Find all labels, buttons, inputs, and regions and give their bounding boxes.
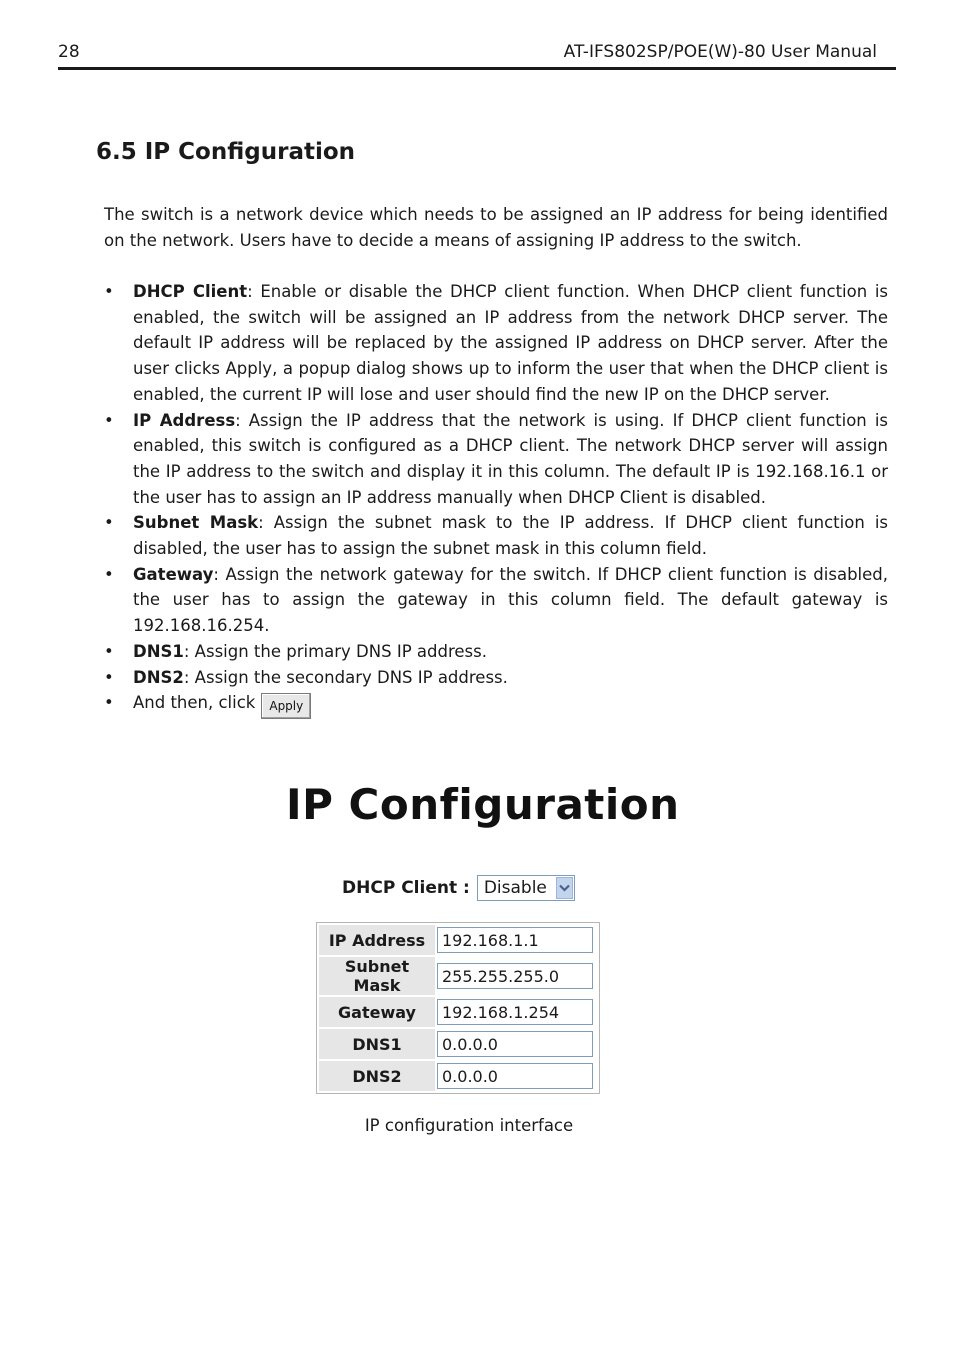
bullet-text: : Assign the IP address that the network is using. If DHCP client function is enabled, this switch is configured as a DHCP client. The network DHCP server will assign the IP address to the switch and display it in this column. The default IP is 192.168.16.1 or the user has to assign an IP address manually when DHCP Client is disabled.: [133, 410, 888, 507]
apply-button[interactable]: Apply: [261, 693, 311, 719]
gateway-label: Gateway: [319, 997, 435, 1027]
bullet-text: : Assign the primary DNS IP address.: [183, 641, 487, 661]
table-row: [319, 997, 597, 1027]
dns1-field[interactable]: 0.0.0.0: [437, 1031, 593, 1057]
subnet-mask-label: Subnet Mask: [319, 957, 435, 995]
bullet-term: DNS2: [133, 667, 184, 687]
chevron-down-icon[interactable]: [556, 877, 573, 899]
list-item: [104, 639, 888, 665]
bullet-text: : Enable or disable the DHCP client function. When DHCP client function is enabled, the switch will be assigned an IP address from the network DHCP server. The default IP address will be replaced by the assigned IP address on DHCP server. After the user clicks Apply, a popup dialog shows up to inform the user that when the DHCP client is enabled, the current IP will lose and user should find the new IP on the DHCP server.: [133, 282, 889, 404]
bullet-text: : Assign the network gateway for the switch. If DHCP client function is disabled, the user has to assign the gateway in this column field. The default gateway is 192.168.16.254.: [133, 564, 888, 636]
dhcp-client-label: DHCP Client :: [342, 878, 470, 898]
dns1-label: DNS1: [319, 1029, 435, 1059]
dns2-field[interactable]: 0.0.0.0: [437, 1063, 593, 1089]
bullet-glyph: •: [104, 410, 114, 430]
bullet-list: [104, 279, 888, 717]
section-title: 6.5 IP Configuration: [96, 139, 356, 165]
bullet-text: : Assign the secondary DNS IP address.: [183, 667, 508, 687]
manual-title: AT-IFS802SP/POE(W)-80 User Manual: [563, 42, 877, 62]
bullet-glyph: •: [104, 564, 114, 584]
ip-address-field[interactable]: 192.168.1.1: [437, 927, 593, 953]
gateway-field[interactable]: 192.168.1.254: [437, 999, 593, 1025]
intro-paragraph: The switch is a network device which needs to be assigned an IP address for being identified on the network. Users have to decide a means of assigning IP address to the switch.: [104, 205, 888, 250]
bullet-term: DHCP Client: [133, 282, 248, 301]
list-item: [104, 510, 888, 561]
dns2-label: DNS2: [319, 1061, 435, 1091]
table-row: [319, 1029, 597, 1059]
list-item: [104, 408, 888, 511]
bullet-term: Gateway: [133, 564, 214, 584]
bullet-text: : Assign the subnet mask to the IP address. If DHCP client function is disabled, the user has to assign the subnet mask in this column field.: [133, 513, 889, 559]
bullet-glyph: •: [104, 693, 114, 713]
list-item: [104, 279, 888, 408]
subnet-mask-field[interactable]: 255.255.255.0: [437, 963, 593, 989]
bullet-glyph: •: [104, 641, 114, 661]
bullet-text: And then, click: [133, 693, 256, 713]
bullet-term: DNS1: [133, 641, 184, 661]
table-row: [319, 1061, 597, 1091]
dhcp-client-value: Disable: [483, 878, 547, 898]
bullet-term: Subnet Mask: [133, 513, 259, 533]
bullet-glyph: •: [104, 513, 114, 533]
header-rule: [58, 67, 896, 70]
bullet-glyph: •: [104, 667, 114, 687]
table-row: [319, 925, 597, 955]
ip-settings-table: [316, 922, 600, 1094]
bullet-glyph: •: [104, 282, 114, 301]
bullet-term: IP Address: [133, 410, 236, 430]
ui-heading: IP Configuration: [286, 780, 680, 829]
table-row: [319, 957, 597, 995]
dhcp-client-row: [342, 875, 575, 901]
list-item: [104, 690, 888, 717]
page-number: 28: [58, 42, 80, 62]
list-item: [104, 665, 888, 691]
ip-address-label: IP Address: [319, 925, 435, 955]
list-item: [104, 562, 888, 639]
dhcp-client-select[interactable]: [477, 875, 575, 901]
figure-caption: IP configuration interface: [364, 1116, 574, 1135]
